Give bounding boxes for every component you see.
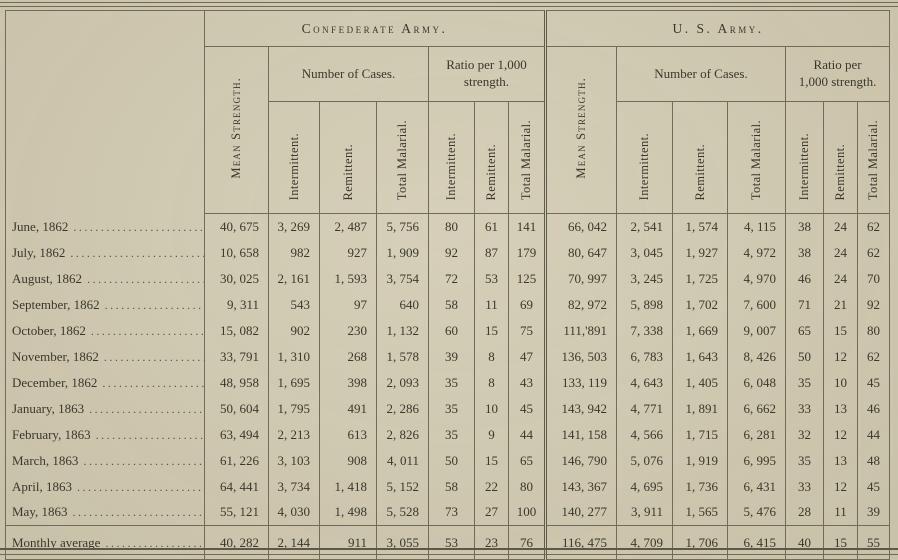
dot-leader: [73, 504, 205, 520]
csa-cases-intermittent: 3, 103: [269, 448, 320, 474]
malaria-statistics-table: [5, 10, 890, 560]
usa-ratio-remittent: 10: [824, 370, 858, 396]
csa-ratio-remittent: 9: [475, 422, 509, 448]
usa-ratio-total-malarial: 92: [858, 292, 890, 318]
row-label: [6, 292, 205, 318]
usa-cases-total-malarial: 4, 972: [728, 240, 786, 266]
row-label-text: March, 1863: [12, 452, 79, 468]
usa-cases-intermittent: 4, 771: [617, 396, 673, 422]
usa-ratio-remittent: 13: [824, 396, 858, 422]
usa-ratio-total-malarial: 45: [858, 474, 890, 500]
row-label-text: November, 1862: [12, 348, 99, 364]
csa-cases-total-malarial: 5, 528: [377, 500, 429, 526]
csa-cases-remittent: 927: [320, 240, 377, 266]
csa-cases-remittent: 908: [320, 448, 377, 474]
header-csa-cases-intermittent: Intermittent.: [269, 102, 320, 214]
usa-ratio-total-malarial: 62: [858, 240, 890, 266]
row-label-text: April, 1863: [12, 478, 72, 494]
table-row: [6, 474, 890, 500]
row-label-text: July, 1862: [12, 244, 66, 260]
dot-leader: [83, 453, 204, 469]
usa-mean-strength: 143, 367: [546, 474, 617, 500]
csa-ratio-intermittent: 35: [429, 396, 475, 422]
csa-ratio-remittent: 53: [475, 266, 509, 292]
csa-ratio-intermittent: 58: [429, 292, 475, 318]
usa-cases-intermittent: 5, 898: [617, 292, 673, 318]
table-row: [6, 214, 890, 240]
csa-cases-intermittent: 2, 161: [269, 266, 320, 292]
header-usa-ratio-per-1000: Ratio per 1,000 strength.: [786, 47, 890, 102]
csa-cases-remittent: 230: [320, 318, 377, 344]
header-usa-mean-strength: Mean Strength.: [546, 47, 617, 214]
csa-ratio-total-malarial: 47: [509, 344, 546, 370]
usa-mean-strength: 141, 158: [546, 422, 617, 448]
csa-cases-remittent: 1, 498: [320, 500, 377, 526]
usa-cases-remittent: 1, 706: [673, 526, 728, 560]
row-label: [6, 240, 205, 266]
usa-mean-strength: 143, 942: [546, 396, 617, 422]
usa-cases-remittent: 1, 643: [673, 344, 728, 370]
usa-cases-total-malarial: 7, 600: [728, 292, 786, 318]
csa-cases-total-malarial: 3, 754: [377, 266, 429, 292]
csa-mean-strength: 40, 675: [205, 214, 269, 240]
csa-cases-total-malarial: 3, 055: [377, 526, 429, 560]
csa-ratio-total-malarial: 75: [509, 318, 546, 344]
csa-cases-remittent: 911: [320, 526, 377, 560]
usa-ratio-intermittent: 35: [786, 448, 824, 474]
usa-ratio-remittent: 12: [824, 344, 858, 370]
csa-cases-intermittent: 2, 213: [269, 422, 320, 448]
row-label-text: December, 1862: [12, 374, 98, 390]
usa-mean-strength: 111,'891: [546, 318, 617, 344]
usa-cases-total-malarial: 4, 115: [728, 214, 786, 240]
usa-cases-total-malarial: 6, 431: [728, 474, 786, 500]
dot-leader: [105, 297, 204, 313]
table-row: [6, 448, 890, 474]
table-row: [6, 292, 890, 318]
csa-ratio-intermittent: 35: [429, 370, 475, 396]
usa-cases-remittent: 1, 725: [673, 266, 728, 292]
usa-cases-remittent: 1, 405: [673, 370, 728, 396]
usa-ratio-remittent: 13: [824, 448, 858, 474]
usa-ratio-intermittent: 33: [786, 396, 824, 422]
csa-cases-total-malarial: 1, 132: [377, 318, 429, 344]
csa-mean-strength: 9, 311: [205, 292, 269, 318]
dot-leader: [96, 427, 204, 443]
csa-ratio-intermittent: 58: [429, 474, 475, 500]
csa-cases-total-malarial: 1, 578: [377, 344, 429, 370]
usa-cases-total-malarial: 4, 970: [728, 266, 786, 292]
usa-cases-intermittent: 3, 911: [617, 500, 673, 526]
row-label: [6, 318, 205, 344]
usa-ratio-total-malarial: 44: [858, 422, 890, 448]
usa-ratio-total-malarial: 55: [858, 526, 890, 560]
usa-mean-strength: 80, 647: [546, 240, 617, 266]
csa-ratio-remittent: 11: [475, 292, 509, 318]
csa-cases-total-malarial: 1, 909: [377, 240, 429, 266]
usa-ratio-intermittent: 38: [786, 240, 824, 266]
usa-cases-remittent: 1, 736: [673, 474, 728, 500]
csa-ratio-total-malarial: 69: [509, 292, 546, 318]
usa-cases-intermittent: 3, 245: [617, 266, 673, 292]
csa-ratio-total-malarial: 45: [509, 396, 546, 422]
csa-cases-remittent: 1, 418: [320, 474, 377, 500]
csa-cases-total-malarial: 640: [377, 292, 429, 318]
csa-ratio-total-malarial: 44: [509, 422, 546, 448]
header-usa-ratio-total-malarial: Total Malarial.: [858, 102, 890, 214]
usa-ratio-intermittent: 50: [786, 344, 824, 370]
csa-ratio-intermittent: 39: [429, 344, 475, 370]
header-usa-ratio-intermittent: Intermittent.: [786, 102, 824, 214]
top-double-rule: [0, 2, 898, 7]
csa-mean-strength: 55, 121: [205, 500, 269, 526]
usa-ratio-total-malarial: 48: [858, 448, 890, 474]
row-label: [6, 474, 205, 500]
csa-ratio-remittent: 23: [475, 526, 509, 560]
csa-ratio-remittent: 8: [475, 344, 509, 370]
csa-ratio-total-malarial: 179: [509, 240, 546, 266]
usa-ratio-intermittent: 71: [786, 292, 824, 318]
usa-ratio-total-malarial: 46: [858, 396, 890, 422]
table-row: [6, 318, 890, 344]
csa-cases-total-malarial: 2, 093: [377, 370, 429, 396]
header-csa-ratio-remittent: Remittent.: [475, 102, 509, 214]
corner-cell: [6, 11, 205, 214]
usa-ratio-remittent: 24: [824, 266, 858, 292]
usa-cases-remittent: 1, 702: [673, 292, 728, 318]
row-label-text: January, 1863: [12, 400, 85, 416]
usa-ratio-intermittent: 32: [786, 422, 824, 448]
usa-ratio-intermittent: 35: [786, 370, 824, 396]
table-row: [6, 396, 890, 422]
csa-cases-total-malarial: 2, 826: [377, 422, 429, 448]
usa-cases-remittent: 1, 565: [673, 500, 728, 526]
usa-cases-intermittent: 4, 695: [617, 474, 673, 500]
usa-mean-strength: 66, 042: [546, 214, 617, 240]
row-label: [6, 500, 205, 526]
usa-ratio-remittent: 12: [824, 474, 858, 500]
csa-cases-intermittent: 902: [269, 318, 320, 344]
usa-cases-intermittent: 7, 338: [617, 318, 673, 344]
table-body: [6, 214, 890, 560]
csa-cases-intermittent: 982: [269, 240, 320, 266]
header-csa-number-of-cases: Number of Cases.: [269, 47, 429, 102]
csa-ratio-intermittent: 73: [429, 500, 475, 526]
bottom-double-rule: [0, 548, 898, 555]
csa-ratio-intermittent: 72: [429, 266, 475, 292]
csa-ratio-intermittent: 53: [429, 526, 475, 560]
csa-ratio-intermittent: 92: [429, 240, 475, 266]
csa-cases-remittent: 97: [320, 292, 377, 318]
header-confederate-army: Confederate Army.: [205, 11, 546, 47]
usa-ratio-remittent: 21: [824, 292, 858, 318]
table-row: [6, 422, 890, 448]
row-label-text: June, 1862: [12, 218, 69, 234]
usa-ratio-remittent: 15: [824, 526, 858, 560]
row-label: [6, 344, 205, 370]
row-label-text: October, 1862: [12, 322, 86, 338]
header-csa-ratio-total-malarial: Total Malarial.: [509, 102, 546, 214]
header-usa-number-of-cases: Number of Cases.: [617, 47, 786, 102]
usa-ratio-intermittent: 46: [786, 266, 824, 292]
table-row: [6, 344, 890, 370]
usa-cases-intermittent: 6, 783: [617, 344, 673, 370]
usa-cases-intermittent: 3, 045: [617, 240, 673, 266]
usa-ratio-total-malarial: 39: [858, 500, 890, 526]
usa-ratio-intermittent: 33: [786, 474, 824, 500]
row-label: [6, 214, 205, 240]
usa-mean-strength: 116, 475: [546, 526, 617, 560]
usa-cases-intermittent: 4, 709: [617, 526, 673, 560]
usa-ratio-total-malarial: 80: [858, 318, 890, 344]
csa-ratio-total-malarial: 76: [509, 526, 546, 560]
header-csa-ratio-per-1000: Ratio per 1,000 strength.: [429, 47, 546, 102]
header-csa-mean-strength: Mean Strength.: [205, 47, 269, 214]
usa-cases-intermittent: 4, 566: [617, 422, 673, 448]
csa-ratio-remittent: 8: [475, 370, 509, 396]
csa-ratio-total-malarial: 100: [509, 500, 546, 526]
csa-cases-remittent: 2, 487: [320, 214, 377, 240]
csa-mean-strength: 10, 658: [205, 240, 269, 266]
dot-leader: [104, 349, 204, 365]
csa-cases-remittent: 268: [320, 344, 377, 370]
usa-ratio-remittent: 24: [824, 214, 858, 240]
usa-ratio-remittent: 12: [824, 422, 858, 448]
csa-ratio-intermittent: 80: [429, 214, 475, 240]
csa-mean-strength: 30, 025: [205, 266, 269, 292]
usa-cases-total-malarial: 6, 048: [728, 370, 786, 396]
usa-ratio-total-malarial: 45: [858, 370, 890, 396]
csa-ratio-remittent: 15: [475, 318, 509, 344]
csa-ratio-total-malarial: 125: [509, 266, 546, 292]
csa-mean-strength: 48, 958: [205, 370, 269, 396]
csa-cases-remittent: 613: [320, 422, 377, 448]
csa-cases-intermittent: 3, 734: [269, 474, 320, 500]
csa-mean-strength: 15, 082: [205, 318, 269, 344]
header-usa-cases-intermittent: Intermittent.: [617, 102, 673, 214]
usa-mean-strength: 146, 790: [546, 448, 617, 474]
usa-cases-total-malarial: 6, 995: [728, 448, 786, 474]
csa-ratio-remittent: 10: [475, 396, 509, 422]
usa-ratio-intermittent: 65: [786, 318, 824, 344]
usa-ratio-remittent: 24: [824, 240, 858, 266]
usa-ratio-remittent: 11: [824, 500, 858, 526]
usa-cases-total-malarial: 5, 476: [728, 500, 786, 526]
army-header-row: [6, 11, 890, 47]
usa-cases-total-malarial: 8, 426: [728, 344, 786, 370]
header-csa-ratio-intermittent: Intermittent.: [429, 102, 475, 214]
csa-cases-remittent: 491: [320, 396, 377, 422]
usa-cases-intermittent: 4, 643: [617, 370, 673, 396]
header-us-army: U. S. Army.: [546, 11, 890, 47]
row-label-text: August, 1862: [12, 270, 83, 286]
csa-ratio-remittent: 22: [475, 474, 509, 500]
usa-cases-total-malarial: 6, 281: [728, 422, 786, 448]
csa-ratio-total-malarial: 80: [509, 474, 546, 500]
csa-mean-strength: 40, 282: [205, 526, 269, 560]
usa-cases-remittent: 1, 574: [673, 214, 728, 240]
usa-ratio-total-malarial: 70: [858, 266, 890, 292]
table-row: [6, 500, 890, 526]
csa-cases-intermittent: 543: [269, 292, 320, 318]
csa-ratio-intermittent: 50: [429, 448, 475, 474]
row-label: [6, 370, 205, 396]
row-label-text: May, 1863: [12, 504, 68, 520]
csa-mean-strength: 64, 441: [205, 474, 269, 500]
usa-mean-strength: 140, 277: [546, 500, 617, 526]
csa-ratio-total-malarial: 43: [509, 370, 546, 396]
csa-cases-intermittent: 2, 144: [269, 526, 320, 560]
row-label-text: September, 1862: [12, 296, 100, 312]
usa-ratio-total-malarial: 62: [858, 214, 890, 240]
header-csa-cases-remittent: Remittent.: [320, 102, 377, 214]
dot-leader: [77, 479, 204, 495]
csa-cases-intermittent: 1, 310: [269, 344, 320, 370]
usa-cases-remittent: 1, 669: [673, 318, 728, 344]
csa-cases-remittent: 398: [320, 370, 377, 396]
row-label-text: February, 1863: [12, 426, 91, 442]
header-usa-cases-total-malarial: Total Malarial.: [728, 102, 786, 214]
usa-mean-strength: 136, 503: [546, 344, 617, 370]
usa-ratio-total-malarial: 62: [858, 344, 890, 370]
row-label: [6, 266, 205, 292]
table-row: [6, 370, 890, 396]
usa-ratio-intermittent: 28: [786, 500, 824, 526]
csa-ratio-remittent: 87: [475, 240, 509, 266]
row-label-text: Monthly average: [12, 534, 101, 550]
header-usa-ratio-remittent: Remittent.: [824, 102, 858, 214]
dot-leader: [89, 401, 204, 417]
csa-cases-total-malarial: 4, 011: [377, 448, 429, 474]
csa-mean-strength: 63, 494: [205, 422, 269, 448]
csa-ratio-remittent: 61: [475, 214, 509, 240]
csa-cases-intermittent: 4, 030: [269, 500, 320, 526]
csa-mean-strength: 61, 226: [205, 448, 269, 474]
usa-cases-total-malarial: 9, 007: [728, 318, 786, 344]
usa-ratio-intermittent: 38: [786, 214, 824, 240]
csa-cases-intermittent: 3, 269: [269, 214, 320, 240]
csa-mean-strength: 50, 604: [205, 396, 269, 422]
dot-leader: [73, 219, 204, 235]
csa-ratio-intermittent: 60: [429, 318, 475, 344]
dot-leader: [87, 271, 204, 287]
usa-cases-total-malarial: 6, 662: [728, 396, 786, 422]
csa-cases-total-malarial: 5, 756: [377, 214, 429, 240]
row-label: [6, 422, 205, 448]
usa-mean-strength: 82, 972: [546, 292, 617, 318]
csa-ratio-total-malarial: 65: [509, 448, 546, 474]
table-row: [6, 266, 890, 292]
usa-cases-remittent: 1, 891: [673, 396, 728, 422]
usa-cases-intermittent: 2, 541: [617, 214, 673, 240]
usa-ratio-remittent: 15: [824, 318, 858, 344]
usa-cases-total-malarial: 6, 415: [728, 526, 786, 560]
row-label: [6, 448, 205, 474]
csa-cases-remittent: 1, 593: [320, 266, 377, 292]
csa-ratio-intermittent: 35: [429, 422, 475, 448]
header-usa-cases-remittent: Remittent.: [673, 102, 728, 214]
csa-cases-total-malarial: 5, 152: [377, 474, 429, 500]
usa-cases-remittent: 1, 927: [673, 240, 728, 266]
table-row: [6, 240, 890, 266]
dot-leader: [70, 245, 204, 261]
row-label: [6, 396, 205, 422]
csa-cases-intermittent: 1, 695: [269, 370, 320, 396]
usa-mean-strength: 70, 997: [546, 266, 617, 292]
dot-leader: [102, 375, 204, 391]
usa-mean-strength: 133, 119: [546, 370, 617, 396]
usa-cases-intermittent: 5, 076: [617, 448, 673, 474]
csa-ratio-remittent: 15: [475, 448, 509, 474]
csa-ratio-total-malarial: 141: [509, 214, 546, 240]
dot-leader: [91, 323, 204, 339]
usa-ratio-intermittent: 40: [786, 526, 824, 560]
csa-cases-total-malarial: 2, 286: [377, 396, 429, 422]
header-csa-cases-total-malarial: Total Malarial.: [377, 102, 429, 214]
usa-cases-remittent: 1, 919: [673, 448, 728, 474]
csa-mean-strength: 33, 791: [205, 344, 269, 370]
usa-cases-remittent: 1, 715: [673, 422, 728, 448]
csa-cases-intermittent: 1, 795: [269, 396, 320, 422]
csa-ratio-remittent: 27: [475, 500, 509, 526]
